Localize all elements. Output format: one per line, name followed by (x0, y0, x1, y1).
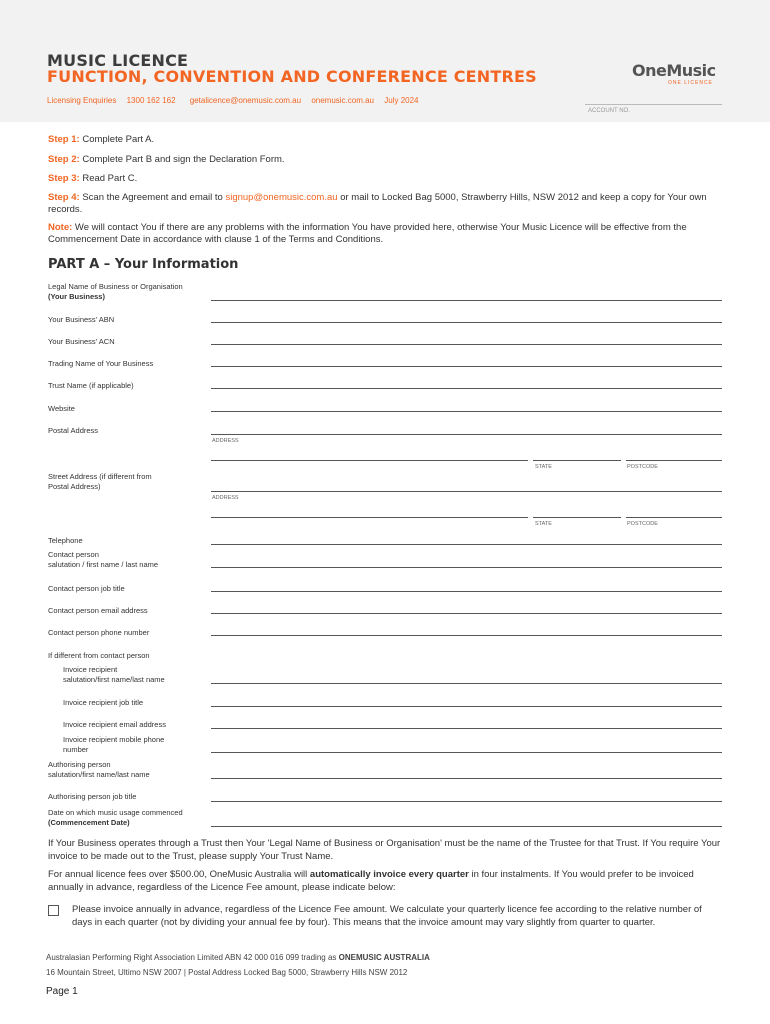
step-3: Step 3: Read Part C. (48, 173, 138, 184)
contact-email-input[interactable] (211, 613, 722, 614)
street-suburb-input[interactable] (211, 517, 528, 518)
postal-state-input[interactable] (533, 460, 621, 461)
postal-address-input[interactable] (211, 434, 722, 435)
abn-label: Your Business' ABN (48, 315, 115, 324)
website-input[interactable] (211, 411, 722, 412)
contact-phone-label: Contact person phone number (48, 628, 150, 637)
contact-phone-input[interactable] (211, 635, 722, 636)
contact-line (47, 96, 427, 105)
email-link[interactable]: getalicence@onemusic.com.au (189, 96, 302, 105)
commencement-date-label: Date on which music usage commenced (Commencement Date) (48, 808, 183, 827)
step-4: Step 4: Scan the Agreement and email to signup@onemusic.com.au or mail to Locked Bag 5000, Strawberry Hills, NSW 2012 and keep a copy for Your own records. (48, 192, 707, 215)
annual-invoice-checkbox[interactable] (48, 905, 59, 916)
contact-person-input[interactable] (211, 567, 722, 568)
trust-name-label: Trust Name (if applicable) (48, 381, 134, 390)
acn-label: Your Business' ACN (48, 337, 115, 346)
street-state-sublabel: STATE (535, 521, 552, 527)
page-title: MUSIC LICENCE (47, 51, 189, 70)
trust-name-input[interactable] (211, 388, 722, 389)
postal-postcode-input[interactable] (626, 460, 722, 461)
street-address-input[interactable] (211, 491, 722, 492)
step-2: Step 2: Complete Part B and sign the Declaration Form. (48, 154, 285, 165)
street-state-input[interactable] (533, 517, 621, 518)
legal-name-label: Legal Name of Business or Organisation (Your Business) (48, 282, 183, 301)
trading-name-label: Trading Name of Your Business (48, 359, 154, 368)
account-number-label: ACCOUNT NO. (588, 108, 630, 114)
signup-email-link[interactable]: signup@onemusic.com.au (225, 192, 338, 203)
contact-person-label: Contact person salutation / first name / last name (48, 550, 159, 569)
postal-suburb-input[interactable] (211, 460, 528, 461)
abn-input[interactable] (211, 322, 722, 323)
note: Note: We will contact You if there are any problems with the information You have provided here, otherwise Your Music Licence will be effective from the Commencement Date in accordance with clause 1 of the Terms and Conditions. (48, 222, 687, 245)
contact-job-label: Contact person job title (48, 584, 125, 593)
authorising-job-label: Authorising person job title (48, 792, 137, 801)
trading-name-input[interactable] (211, 366, 722, 367)
page-number: Page 1 (46, 986, 78, 997)
annual-invoice-paragraph: For annual licence fees over $500.00, OneMusic Australia will automatically invoice every quarter in four instalments. If You would prefer to be invoiced annually in advance, regardless of the Licence Fee amount, please indicate below: (48, 869, 694, 893)
form-date: July 2024 (384, 96, 419, 105)
street-postcode-sublabel: POSTCODE (627, 521, 658, 527)
commencement-date-input[interactable] (211, 826, 722, 827)
postal-state-sublabel: STATE (535, 464, 552, 470)
postal-postcode-sublabel: POSTCODE (627, 464, 658, 470)
phone-number: 1300 162 162 (126, 96, 176, 105)
postal-address-sublabel: ADDRESS (212, 438, 239, 444)
authorising-person-input[interactable] (211, 778, 722, 779)
logo-subtext: ONE LICENCE (668, 80, 713, 86)
contact-job-input[interactable] (211, 591, 722, 592)
onemusic-logo (632, 61, 716, 86)
invoice-recipient-label: Invoice recipient salutation/first name/last name (63, 665, 165, 684)
invoice-job-label: Invoice recipient job title (63, 698, 144, 707)
website-label: Website (48, 404, 75, 413)
annual-invoice-checkbox-label: Please invoice annually in advance, regardless of the Licence Fee amount. We calculate your quarterly licence fee according to the relative number of days in each quarter (not by dividing your annual fee by four). This means that the invoice amount may vary slightly from quarter to quarter. (72, 904, 702, 928)
legal-name-input[interactable] (211, 300, 722, 301)
authorising-job-input[interactable] (211, 801, 722, 802)
invoice-email-input[interactable] (211, 728, 722, 729)
website-link[interactable]: onemusic.com.au (311, 96, 375, 105)
account-number-field[interactable] (585, 104, 722, 105)
invoice-mobile-input[interactable] (211, 752, 722, 753)
logo-text: OneMusic (632, 61, 716, 80)
street-address-sublabel: ADDRESS (212, 495, 239, 501)
invoice-mobile-label: Invoice recipient mobile phone number (63, 735, 165, 754)
footer-address: 16 Mountain Street, Ultimo NSW 2007 | Postal Address Locked Bag 5000, Strawberry Hills NSW 2012 (46, 968, 408, 977)
telephone-label: Telephone (48, 536, 83, 545)
page-subtitle: FUNCTION, CONVENTION AND CONFERENCE CENTRES (47, 67, 537, 86)
enquiries-label: Licensing Enquiries (47, 96, 117, 105)
telephone-input[interactable] (211, 544, 722, 545)
street-address-label: Street Address (if different from Postal Address) (48, 472, 152, 491)
authorising-person-label: Authorising person salutation/first name/last name (48, 760, 150, 779)
step-1: Step 1: Complete Part A. (48, 134, 155, 145)
invoice-job-input[interactable] (211, 706, 722, 707)
footer-company: Australasian Performing Right Association Limited ABN 42 000 016 099 trading as ONEMUSIC AUSTRALIA (46, 953, 430, 962)
part-a-title: PART A – Your Information (48, 257, 239, 272)
invoice-email-label: Invoice recipient email address (63, 720, 166, 729)
if-different-label: If different from contact person (48, 651, 150, 660)
contact-email-label: Contact person email address (48, 606, 148, 615)
trust-paragraph: If Your Business operates through a Trust then Your 'Legal Name of Business or Organisation' must be the name of the Trustee for that Trust. If You require Your invoice to be made out to the Trust, please supply Your Trust Name. (48, 838, 721, 862)
acn-input[interactable] (211, 344, 722, 345)
postal-address-label: Postal Address (48, 426, 99, 435)
invoice-recipient-input[interactable] (211, 683, 722, 684)
street-postcode-input[interactable] (626, 517, 722, 518)
